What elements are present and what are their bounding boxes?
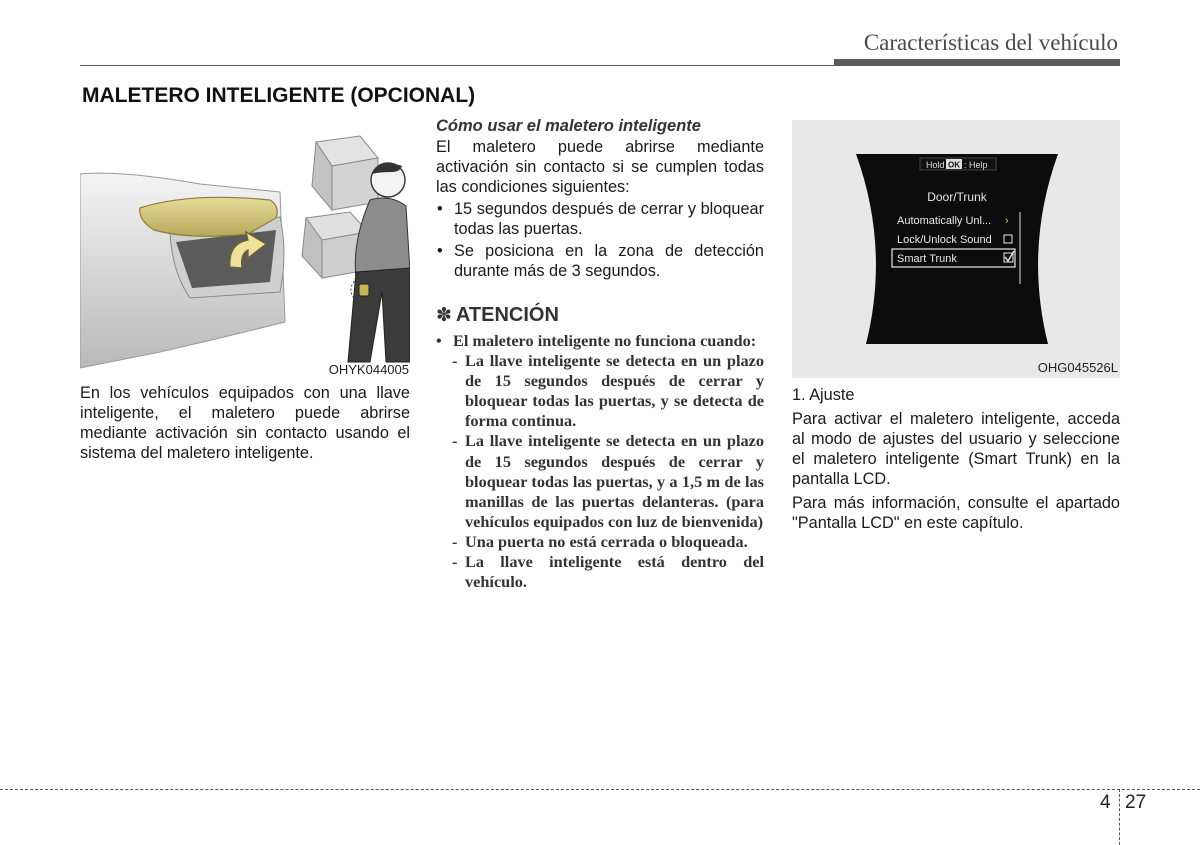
step-label: 1. Ajuste — [792, 386, 855, 404]
list-item: • Se posiciona en la zona de detección durante más de 3 segundos. — [437, 242, 764, 280]
list-item: - La llave inteligente está dentro del vehículo. — [452, 552, 764, 592]
header-rule — [80, 65, 838, 66]
figure-code: OHYK044005 — [328, 362, 409, 377]
conditions-list — [436, 199, 764, 281]
footer-rule — [0, 789, 1200, 790]
section-title: MALETERO INTELIGENTE (OPCIONAL) — [82, 84, 476, 107]
asterisk-icon: ✽ — [436, 305, 452, 326]
attention-box — [436, 331, 764, 592]
lcd-menu-item: Lock/Unlock Sound — [897, 234, 992, 246]
chapter-title: Características del vehículo — [863, 30, 1118, 55]
usage-column — [436, 116, 764, 592]
attention-heading: ✽ ATENCIÓN — [436, 304, 559, 326]
intro-paragraph: En los vehículos equipados con una llave inteligente, el maletero puede abrirse mediante activación sin contacto usando el sistema del maletero inteligente. — [80, 384, 410, 462]
footer-divider — [1119, 789, 1120, 845]
usage-subheading: Cómo usar el maletero inteligente — [436, 117, 701, 135]
lcd-screen-figure — [792, 120, 1120, 378]
lcd-menu-item: Automatically Unl... — [897, 215, 992, 227]
ok-icon: OK — [948, 160, 960, 170]
lcd-menu-title: Door/Trunk — [927, 190, 987, 204]
lcd-hold-label: Hold — [926, 160, 945, 170]
lcd-menu-item-selected: Smart Trunk — [897, 253, 957, 265]
lcd-scrollbar — [1019, 212, 1021, 284]
list-item: - La llave inteligente se detecta en un plazo de 15 segundos después de cerrar y bloquear todas las puertas, y se detecta de forma continua. — [452, 351, 764, 431]
page-number: 27 — [1125, 792, 1147, 813]
trunk-illustration — [80, 122, 410, 380]
figure-code: OHG045526L — [1037, 360, 1118, 375]
attention-main-item: • El maletero inteligente no funciona cuando: — [436, 331, 757, 350]
settings-column — [792, 385, 1120, 537]
usage-intro: El maletero puede abrirse mediante activación sin contacto si se cumplen todas las condiciones siguientes: — [436, 138, 764, 196]
list-item: - Una puerta no está cerrada o bloqueada. — [452, 531, 748, 551]
list-item: • 15 segundos después de cerrar y bloquear todas las puertas. — [437, 200, 764, 238]
list-item: - La llave inteligente se detecta en un plazo de 15 segundos después de cerrar y bloquear todas las puertas, y a 1,5 m de las manillas de las puertas delanteras. (para vehículos equipados con luz de bienvenida) — [452, 431, 764, 531]
lcd-help-label: : Help — [964, 160, 988, 170]
chapter-number: 4 — [1100, 792, 1111, 813]
reference-paragraph: Para más información, consulte el apartado "Pantalla LCD" en este capítulo. — [792, 494, 1120, 532]
header-bar — [834, 59, 1120, 66]
settings-paragraph: Para activar el maletero inteligente, acceda al modo de ajustes del usuario y seleccione el maletero inteligente (Smart Trunk) en la pantalla LCD. — [792, 410, 1120, 488]
chevron-right-icon: › — [1005, 215, 1009, 227]
